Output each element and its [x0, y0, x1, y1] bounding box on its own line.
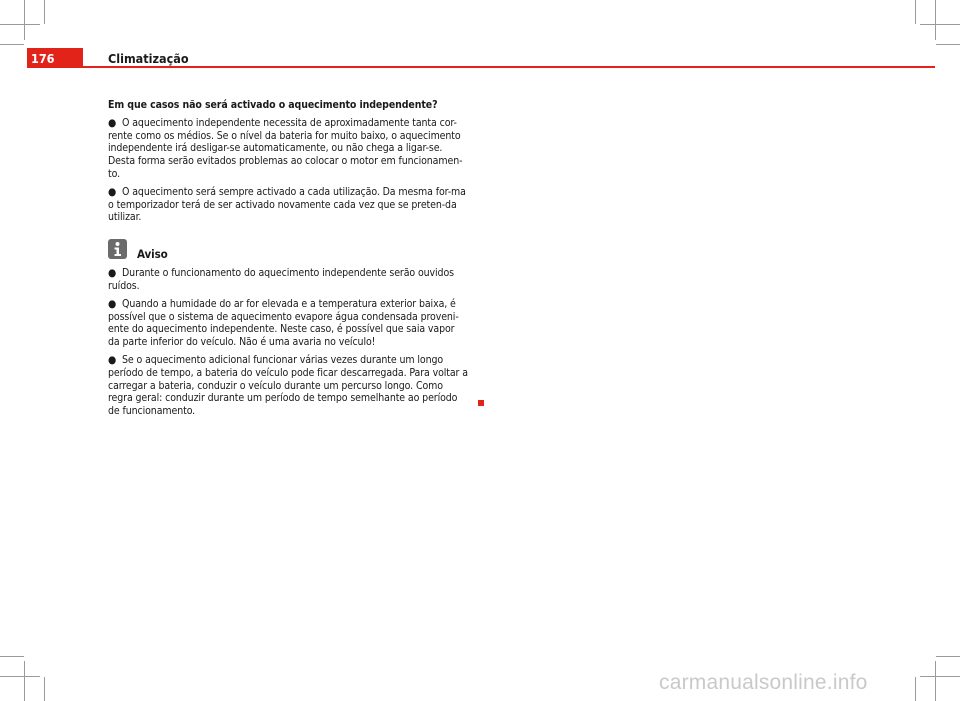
- crop-mark: [936, 656, 960, 657]
- bullet: ●: [108, 185, 117, 198]
- notice-heading: [108, 239, 468, 263]
- crop-mark: [44, 0, 45, 24]
- notice-text: Se o aquecimento adicional funcionar várias vezes durante um longo período de tempo, a bateria do veículo pode ficar descarregada. Para voltar a carregar a bateria, conduzir o veículo durante um percurso longo. Como regra geral: conduzir durante um período de tempo semelhante ao período de funcionamento.: [108, 353, 468, 418]
- crop-mark: [920, 24, 960, 25]
- crop-mark: [935, 0, 936, 40]
- page-number: 176: [31, 51, 55, 66]
- bullet: ●: [108, 353, 117, 366]
- paragraph-text: O aquecimento independente necessita de aproximadamente tanta cor-rente como os médios. Se o nível da bateria for muito baixo, o aquecimento independente irá desligar-se automaticamente, ou não chega a ligar-se. Desta forma serão evitados problemas ao colocar o motor em funcionamen-to.: [108, 116, 463, 180]
- bullet: ●: [108, 297, 117, 310]
- list-item: [108, 117, 468, 181]
- crop-mark: [915, 677, 916, 701]
- crop-mark: [0, 656, 24, 657]
- list-item: [108, 186, 468, 224]
- section-title: Climatização: [108, 51, 189, 66]
- paragraph-text: O aquecimento será sempre activado a cada utilização. Da mesma for-ma o temporizador terá de ser activado novamente cada vez que se preten-da utilizar.: [108, 185, 466, 224]
- watermark: carmanualsonline.info: [659, 671, 868, 694]
- text-column: [108, 99, 468, 423]
- bullet: ●: [108, 116, 117, 129]
- crop-mark: [915, 0, 916, 24]
- crop-mark: [920, 676, 960, 677]
- crop-mark: [24, 661, 25, 701]
- crop-mark: [936, 44, 960, 45]
- notice-label: Aviso: [137, 247, 168, 262]
- crop-mark: [0, 676, 40, 677]
- bullet: ●: [108, 267, 117, 280]
- list-item: [108, 298, 468, 349]
- question-heading: Em que casos não será activado o aquecimento independente?: [108, 99, 438, 111]
- header-rule: [83, 66, 935, 68]
- crop-mark: [24, 0, 25, 40]
- list-item: [108, 354, 468, 418]
- info-icon: [108, 239, 127, 259]
- end-of-section-mark: [478, 400, 484, 406]
- notice-text: Quando a humidade do ar for elevada e a temperatura exterior baixa, é possível que o sistema de aquecimento evapore água condensada proveni-ente do aquecimento independente. Neste caso, é possível que saia vapor da parte inferior do veículo. Não é uma avaria no veículo!: [108, 297, 459, 349]
- crop-mark: [44, 677, 45, 701]
- notice-text: Durante o funcionamento do aquecimento independente serão ouvidos ruídos.: [108, 267, 454, 292]
- list-item: [108, 267, 468, 293]
- crop-mark: [0, 44, 24, 45]
- crop-mark: [0, 24, 40, 25]
- crop-mark: [935, 661, 936, 701]
